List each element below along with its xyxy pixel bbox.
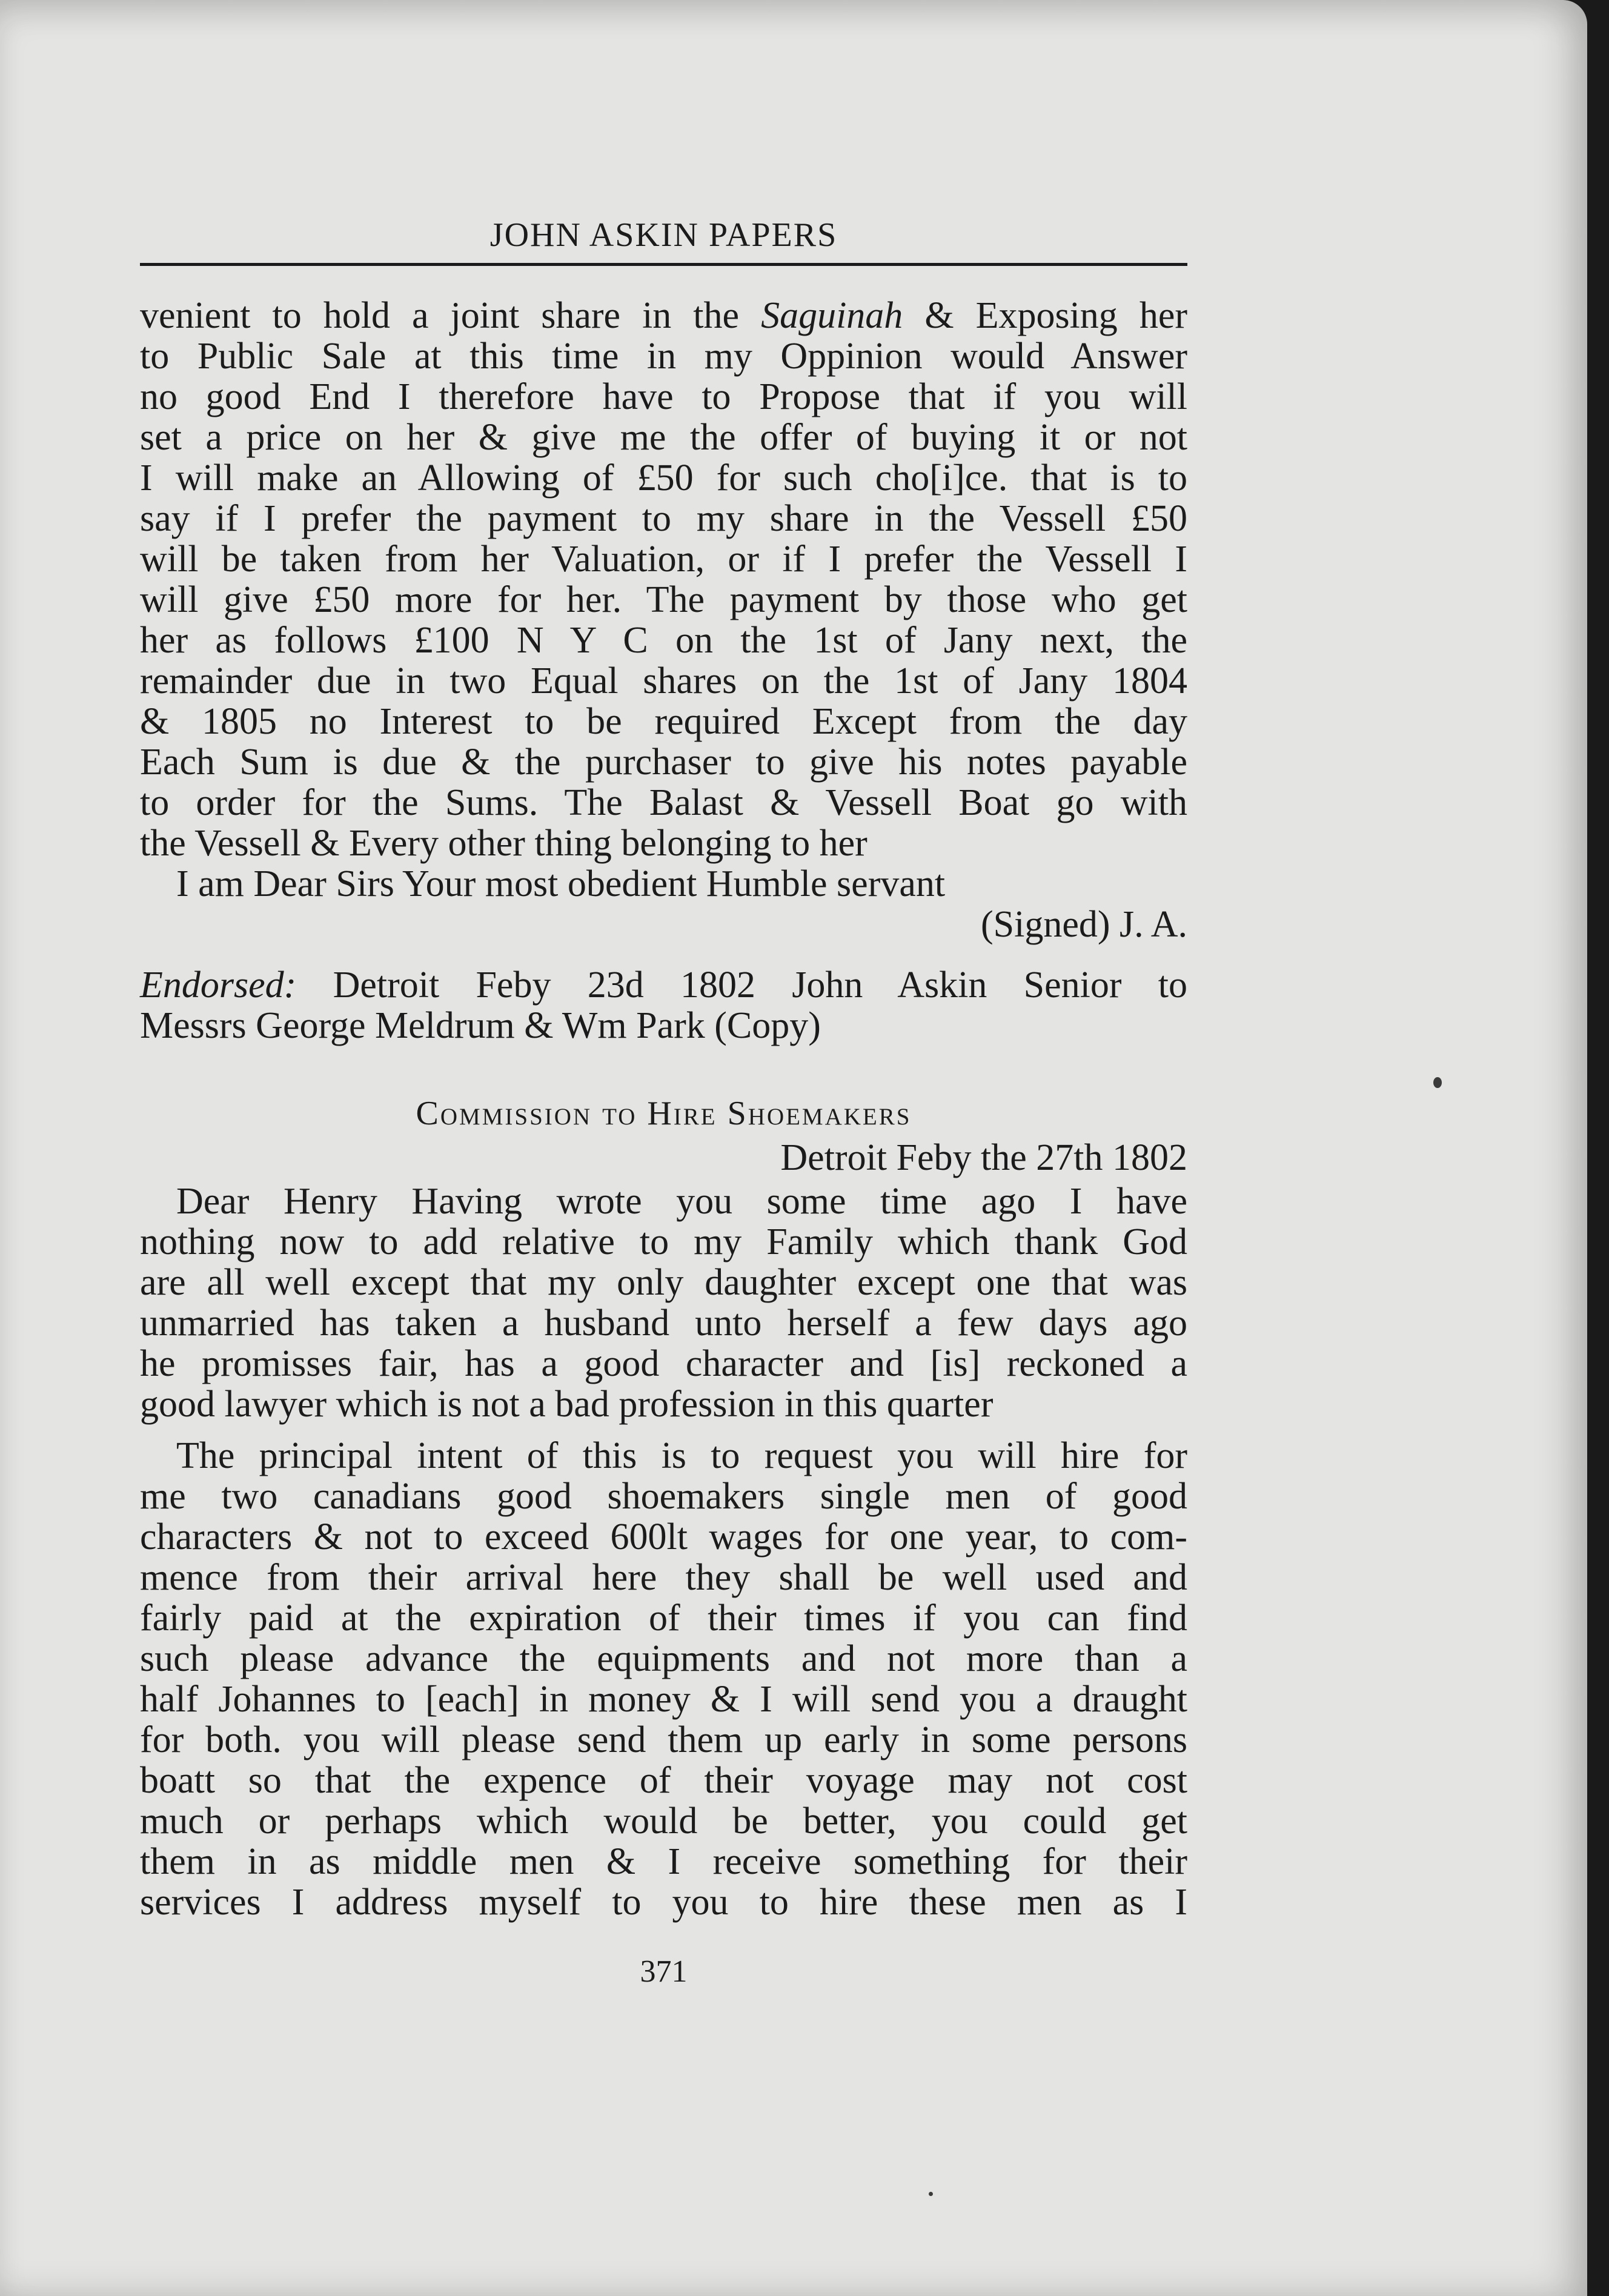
text-line: venient to hold a joint share in the Saguinah & Exposing her [140, 295, 1187, 336]
paragraph [140, 1181, 1187, 1425]
ship-name: Saguinah [761, 295, 903, 336]
letter-continuation [140, 296, 1187, 864]
letter-closing: I am Dear Sirs Your most obedient Humble servant [176, 863, 946, 904]
text-line: say if I prefer the payment to my share in the Vessell £50 [140, 498, 1187, 539]
text-line: characters & not to exceed 600lt wages for one year, to com- [140, 1516, 1187, 1558]
text-line: much or perhaps which would be better, you could get [140, 1800, 1187, 1842]
text-line: no good End I therefore have to Propose that if you will [140, 376, 1187, 417]
page-speck [1433, 1077, 1442, 1088]
text-line: are all well except that my only daughter except one that was [140, 1262, 1187, 1303]
text-line: Dear Henry Having wrote you some time ago I have [176, 1181, 1187, 1222]
dateline: Detroit Feby the 27th 1802 [780, 1137, 1187, 1178]
text-line: nothing now to add relative to my Family which thank God [140, 1221, 1187, 1262]
text-line: remainder due in two Equal shares on the 1st of Jany 1804 [140, 660, 1187, 702]
body-text [140, 296, 1187, 1923]
endorsement-line [140, 965, 1187, 1006]
header-rule [140, 263, 1187, 266]
endorsement-text: Detroit Feby 23d 1802 John Askin Senior to [296, 964, 1187, 1006]
text-line: he promisses fair, has a good character and [is] reckoned a [140, 1343, 1187, 1384]
text-line: good lawyer which is not a bad profession in this quarter [140, 1384, 994, 1425]
text-line: for both. you will please send them up early in some persons [140, 1719, 1187, 1760]
text-line: such please advance the equipments and not more than a [140, 1638, 1187, 1679]
text-line: to order for the Sums. The Balast & Vessell Boat go with [140, 782, 1187, 823]
signature-line: (Signed) J. A. [981, 904, 1187, 945]
text-line: unmarried has taken a husband unto herself a few days ago [140, 1302, 1187, 1344]
text-line: the Vessell & Every other thing belonging to her [140, 823, 868, 864]
text-line: them in as middle men & I receive something for their [140, 1841, 1187, 1882]
text-line: me two canadians good shoemakers single men of good [140, 1476, 1187, 1517]
text-line: I will make an Allowing of £50 for such cho[i]ce. that is to [140, 457, 1187, 499]
page-number: 371 [640, 1954, 688, 1989]
text-line: Each Sum is due & the purchaser to give his notes payable [140, 742, 1187, 783]
paragraph [140, 1436, 1187, 1923]
text-line: mence from their arrival here they shall be well used and [140, 1557, 1187, 1598]
page-speck [929, 2192, 933, 2196]
running-head: JOHN ASKIN PAPERS [489, 216, 838, 254]
text-line: half Johannes to [each] in money & I will send you a draught [140, 1679, 1187, 1720]
text-line: fairly paid at the expiration of their times if you can find [140, 1598, 1187, 1639]
text-line: will give £50 more for her. The payment by those who get [140, 579, 1187, 620]
text-line: The principal intent of this is to request you will hire for [176, 1435, 1187, 1476]
text-line: will be taken from her Valuation, or if I prefer the Vessell I [140, 539, 1187, 580]
text-line: & 1805 no Interest to be required Except from the day [140, 701, 1187, 742]
text-line: set a price on her & give me the offer of buying it or not [140, 417, 1187, 458]
text-line: her as follows £100 N Y C on the 1st of Jany next, the [140, 620, 1187, 661]
text-line: services I address myself to you to hire these men as I [140, 1882, 1187, 1923]
section-title: Commission to Hire Shoemakers [416, 1095, 912, 1132]
endorsement-line: Messrs George Meldrum & Wm Park (Copy) [140, 1005, 821, 1046]
text-line: to Public Sale at this time in my Oppinion would Answer [140, 336, 1187, 377]
text-line: boatt so that the expence of their voyage may not cost [140, 1760, 1187, 1801]
endorsed-label: Endorsed: [140, 964, 297, 1006]
